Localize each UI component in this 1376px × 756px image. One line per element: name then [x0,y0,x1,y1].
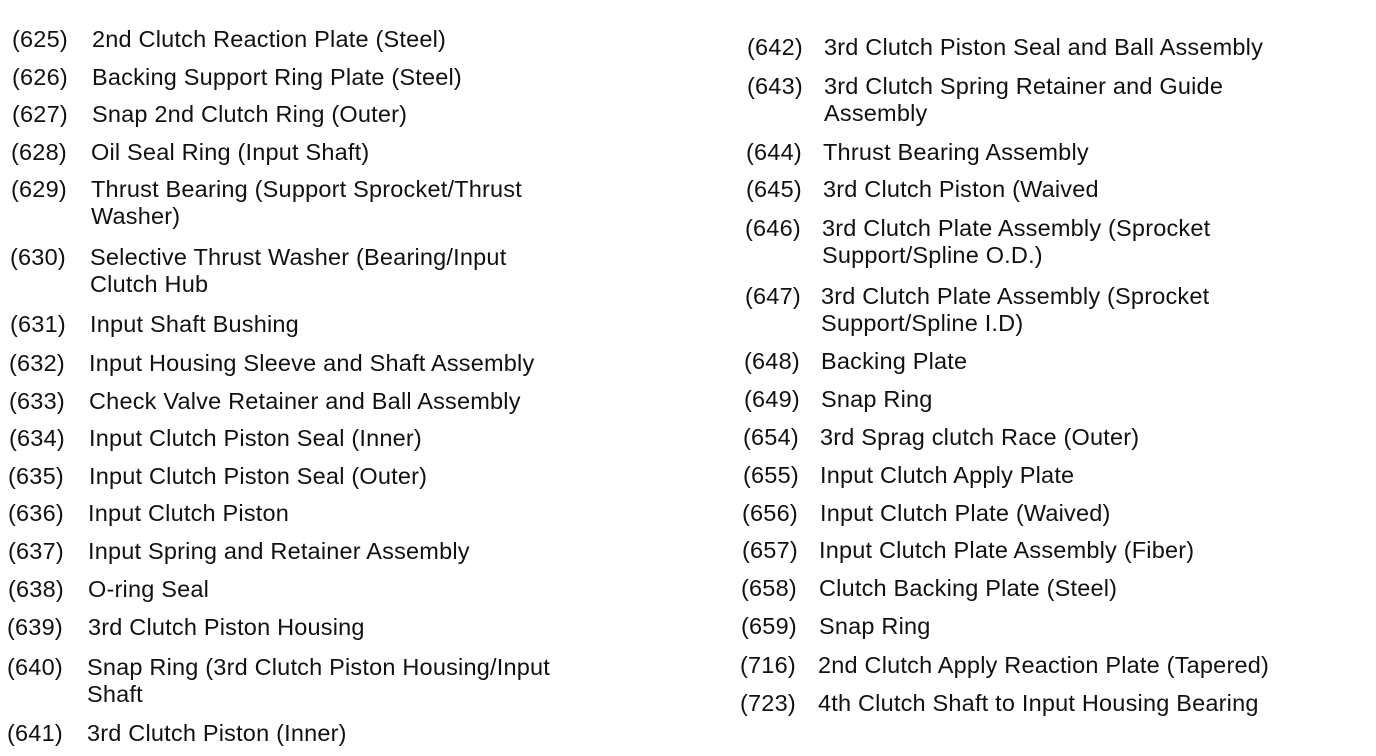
part-number: (639) [7,614,63,640]
part-description-line: Input Clutch Piston [88,500,290,526]
part-description-line: Thrust Bearing (Support Sprocket/Thrust [91,176,522,202]
part-description-line: Assembly [824,100,928,126]
part-description [88,538,470,565]
part-description-line: Check Valve Retainer and Ball Assembly [89,388,521,414]
part-description [819,537,1194,564]
part-description [89,350,534,377]
part-description [819,575,1117,602]
part-number: (627) [12,101,68,127]
part-description [88,500,289,527]
part-description-line: Washer) [91,203,181,229]
part-number: (641) [7,720,63,746]
part-number: (645) [746,176,802,202]
part-description-line: Snap 2nd Clutch Ring (Outer) [92,101,408,127]
part-description [820,424,1139,451]
part-number: (658) [741,575,797,601]
part-description-line: 2nd Clutch Reaction Plate (Steel) [92,26,447,52]
part-description [820,462,1074,489]
part-number: (630) [10,244,66,270]
part-description-line: Input Clutch Piston Seal (Inner) [89,425,422,451]
part-number: (657) [742,537,798,563]
part-description [88,576,209,603]
part-description-line: 3rd Clutch Spring Retainer and Guide [824,73,1224,99]
part-number: (628) [11,139,67,165]
part-description-line: Snap Ring (3rd Clutch Piston Housing/Input [87,654,550,680]
part-description [90,244,506,298]
part-description [820,500,1111,527]
part-description-line: 3rd Clutch Piston (Inner) [87,720,347,746]
part-description [821,348,967,375]
part-description [823,139,1089,166]
part-description-line: 3rd Sprag clutch Race (Outer) [820,424,1140,450]
part-description-line: Selective Thrust Washer (Bearing/Input [90,244,507,270]
part-description [89,388,521,415]
part-description-line: Oil Seal Ring (Input Shaft) [91,139,370,165]
part-description-line: Input Clutch Piston Seal (Outer) [89,463,428,489]
part-number: (636) [8,500,64,526]
part-description [91,139,369,166]
part-description-line: Clutch Hub [90,271,209,297]
part-description [819,613,931,640]
part-description-line: Input Clutch Apply Plate [820,462,1075,488]
part-description [818,652,1269,679]
part-number: (635) [8,463,64,489]
part-description-line: 3rd Clutch Piston (Waived [823,176,1099,202]
part-number: (659) [741,613,797,639]
part-description-line: Snap Ring [819,613,931,639]
part-description-line: Thrust Bearing Assembly [823,139,1089,165]
part-number: (646) [745,215,801,241]
part-description [824,34,1263,61]
part-number: (647) [745,283,801,309]
part-number: (625) [12,26,68,52]
part-number: (640) [7,654,63,680]
part-description-line: Backing Support Ring Plate (Steel) [92,64,462,90]
part-description [88,614,365,641]
part-number: (644) [746,139,802,165]
part-description-line: Backing Plate [821,348,968,374]
part-description [818,690,1259,717]
part-description-line: Input Shaft Bushing [90,311,299,337]
part-description-line: Input Housing Sleeve and Shaft Assembly [89,350,535,376]
part-description-line: Input Clutch Plate Assembly (Fiber) [819,537,1195,563]
part-description-line: Support/Spline O.D.) [822,242,1043,268]
part-description-line: 4th Clutch Shaft to Input Housing Bearing [818,690,1259,716]
part-description-line: O-ring Seal [88,576,210,602]
part-description [92,26,446,53]
part-description-line: Snap Ring [821,386,933,412]
part-number: (632) [9,350,65,376]
part-description [821,386,933,413]
part-number: (633) [9,388,65,414]
part-description-line: 3rd Clutch Plate Assembly (Sprocket [822,215,1211,241]
part-number: (643) [747,73,803,99]
part-description-line: 2nd Clutch Apply Reaction Plate (Tapered) [818,652,1270,678]
part-description-line: 3rd Clutch Plate Assembly (Sprocket [821,283,1210,309]
part-number: (649) [744,386,800,412]
part-number: (626) [12,64,68,90]
part-number: (716) [740,652,796,678]
part-description [89,425,422,452]
part-description-line: 3rd Clutch Piston Housing [88,614,365,640]
part-description-line: Support/Spline I.D) [821,310,1024,336]
part-description-line: Clutch Backing Plate (Steel) [819,575,1118,601]
part-number: (654) [743,424,799,450]
part-number: (629) [11,176,67,202]
part-number: (723) [740,690,796,716]
part-number: (656) [742,500,798,526]
part-number: (638) [8,576,64,602]
part-description [89,463,427,490]
part-description [87,720,347,747]
part-description [87,654,550,708]
part-number: (648) [744,348,800,374]
part-number: (637) [8,538,64,564]
part-description [823,176,1099,203]
part-description [821,283,1209,337]
part-description-line: Input Spring and Retainer Assembly [88,538,470,564]
part-number: (655) [743,462,799,488]
part-number: (631) [10,311,66,337]
part-description [824,73,1223,127]
part-description [822,215,1210,269]
part-description-line: 3rd Clutch Piston Seal and Ball Assembly [824,34,1264,60]
part-description-line: Shaft [87,681,143,707]
part-description [91,176,522,230]
part-description-line: Input Clutch Plate (Waived) [820,500,1111,526]
part-number: (634) [9,425,65,451]
part-description [92,101,407,128]
part-description [90,311,299,338]
part-number: (642) [747,34,803,60]
part-description [92,64,462,91]
